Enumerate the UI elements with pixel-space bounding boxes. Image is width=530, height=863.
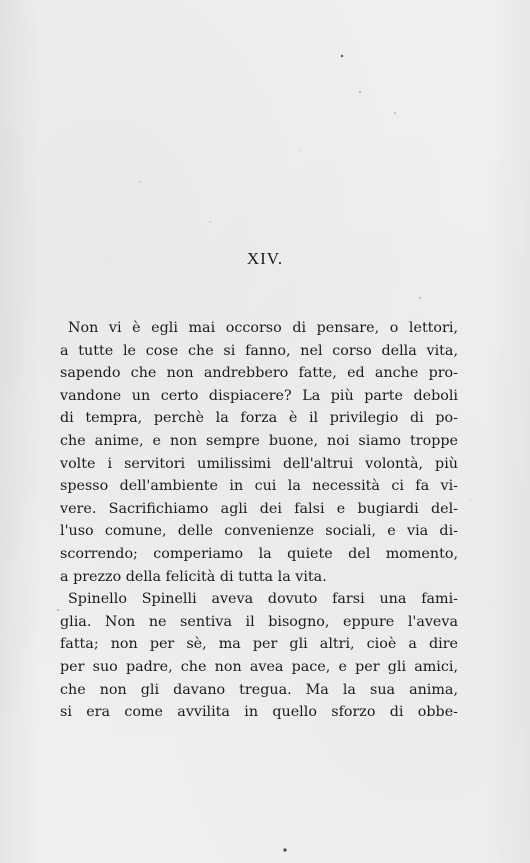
text-line: sapendo che non andrebbero fatte, ed anche pro- — [60, 365, 458, 382]
text-line: si era come avvilita in quello sforzo di obbe- — [60, 704, 458, 721]
chapter-heading: XIV. — [246, 249, 284, 268]
text-line: l'uso comune, delle convenienze sociali, e via di- — [60, 523, 458, 540]
text-line: vere. Sacrifichiamo agli dei falsi e bugiardi del- — [60, 500, 458, 517]
text-line: scorrendo; comperiamo la quiete del momento, — [60, 545, 458, 562]
text-line: che anime, e non sempre buone, noi siamo troppe — [60, 432, 458, 449]
text-line: Non vi è egli mai occorso di pensare, o lettori, — [68, 320, 458, 336]
body-text — [60, 317, 458, 724]
text-line: a tutte le cose che si fanno, nel corso della vita, — [60, 342, 458, 359]
text-line: volte i servitori umilissimi dell'altrui volontà, più — [60, 455, 458, 472]
text-line: che non gli davano tregua. Ma la sua anima, — [60, 681, 458, 698]
text-line: spesso dell'ambiente in cui la necessità ci fa vi- — [60, 478, 458, 495]
text-line: a prezzo della felicità di tutta la vita. — [60, 568, 327, 585]
text-line: fatta; non per sè, ma per gli altri, cioè a dire — [60, 636, 458, 653]
text-line: vandone un certo dispiacere? La più parte deboli — [60, 387, 458, 404]
text-line: Spinello Spinelli aveva dovuto farsi una fami- — [68, 591, 458, 608]
text-line: di tempra, perchè la forza è il privilegio di po- — [60, 410, 458, 427]
text-line: per suo padre, che non avea pace, e per gli amici, — [60, 658, 458, 675]
text-line: glia. Non ne sentiva il bisogno, eppure l'aveva — [60, 613, 458, 630]
